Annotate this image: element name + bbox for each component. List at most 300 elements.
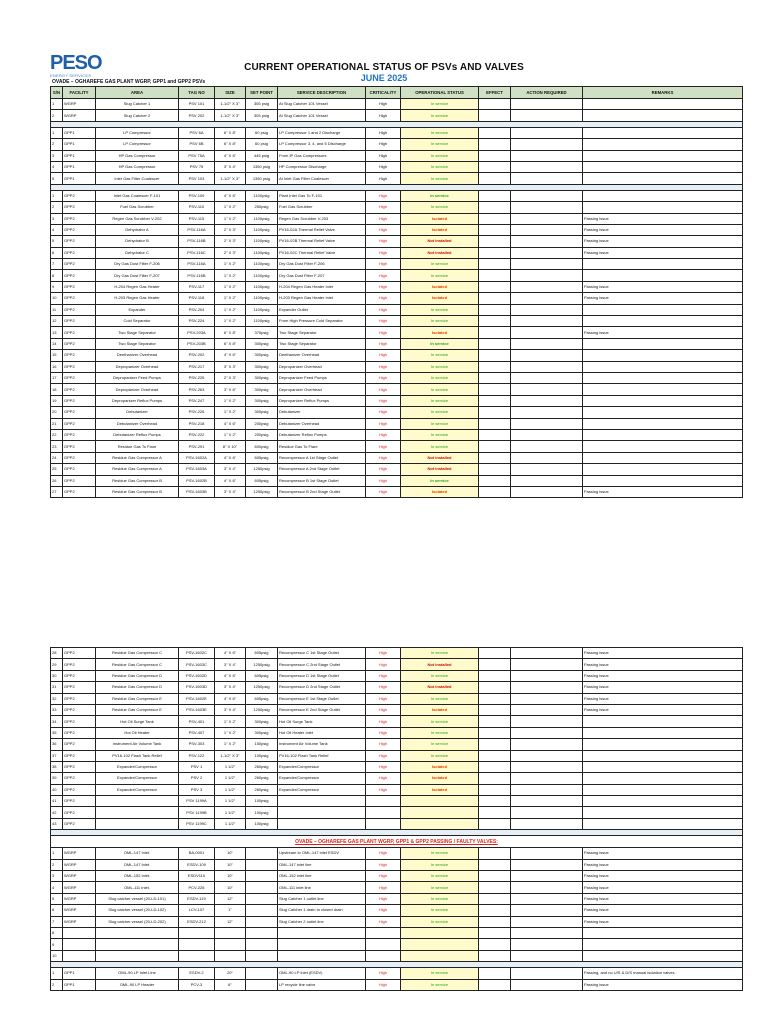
cell-criticality: High	[366, 99, 401, 110]
cell-action-required	[511, 384, 583, 395]
cell-size: 12"	[215, 916, 246, 927]
cell-effect	[479, 372, 511, 383]
cell-service-description: At Slug Catcher 101 Vessel	[278, 110, 366, 121]
cell-sn: 31	[51, 682, 63, 693]
cell-remarks	[583, 727, 743, 738]
cell-facility: GPP2	[63, 407, 96, 418]
cell-set-point: 300psig	[246, 395, 278, 406]
cell-criticality: High	[366, 848, 401, 859]
cell-remarks	[583, 818, 743, 829]
cell-tag-no: PSV 1199A	[179, 796, 215, 807]
cell-action-required	[511, 418, 583, 429]
cell-effect	[479, 384, 511, 395]
cell-size: 1" X 2"	[215, 202, 246, 213]
cell-service-description: OML-152 inlet line	[278, 871, 366, 882]
cell-set-point: 1250psig	[246, 464, 278, 475]
cell-facility: GPP1	[63, 968, 96, 979]
cell-facility: GPP2	[63, 361, 96, 372]
cell-size: 1" X 2"	[215, 395, 246, 406]
cell-effect	[479, 648, 511, 659]
cell-action-required	[511, 761, 583, 772]
cell-criticality: High	[366, 979, 401, 990]
cell-action-required	[511, 161, 583, 172]
cell-operational-status: Isolated	[401, 327, 479, 338]
cell-effect	[479, 110, 511, 121]
cell-action-required	[511, 236, 583, 247]
cell-set-point: 1100psig	[246, 304, 278, 315]
cell-size: 2" X 3"	[215, 224, 246, 235]
cell-facility: WGRP	[63, 882, 96, 893]
cell-operational-status: In service	[401, 173, 479, 184]
cell-remarks: Passing issue	[583, 648, 743, 659]
cell-set-point	[246, 893, 278, 904]
cell-sn: 3	[51, 150, 63, 161]
column-header-sn: S/N	[51, 87, 63, 99]
cell-remarks	[583, 407, 743, 418]
cell-tag-no: LCV-107	[179, 905, 215, 916]
cell-action-required	[511, 395, 583, 406]
column-header-area: AREA	[96, 87, 179, 99]
column-header-operational-status: OPERATIONAL STATUS	[401, 87, 479, 99]
cell-set-point: 150psig	[246, 739, 278, 750]
table-header-row	[51, 87, 743, 99]
cell-size: 12"	[215, 893, 246, 904]
cell-criticality	[366, 818, 401, 829]
cell-tag-no	[179, 950, 215, 961]
cell-sn: 1	[51, 99, 63, 110]
cell-facility: GPP2	[63, 452, 96, 463]
table-row	[51, 247, 743, 258]
cell-area: Residue Gas Compressor E	[96, 704, 179, 715]
cell-size: 6" X 8"	[215, 139, 246, 150]
cell-effect	[479, 950, 511, 961]
table-row	[51, 893, 743, 904]
cell-action-required	[511, 127, 583, 138]
cell-sn: 39	[51, 773, 63, 784]
cell-area: Residue Gas Compressor E	[96, 693, 179, 704]
cell-operational-status: In service	[401, 372, 479, 383]
table-row	[51, 224, 743, 235]
cell-size: 4" X 6"	[215, 190, 246, 201]
cell-remarks	[583, 939, 743, 950]
cell-service-description: Hot Oil Heater Inlet	[278, 727, 366, 738]
faulty-valves-section-title-row	[51, 836, 743, 848]
cell-facility: WGRP	[63, 905, 96, 916]
cell-set-point	[246, 848, 278, 859]
cell-service-description: From IP Gas Compressors	[278, 150, 366, 161]
cell-remarks: Passing issue	[583, 486, 743, 497]
cell-tag-no: ESDV-212	[179, 916, 215, 927]
cell-tag-no: PSV-1603A	[179, 464, 215, 475]
cell-sn: 10	[51, 293, 63, 304]
cell-remarks: Passing issue	[583, 979, 743, 990]
cell-service-description: Expander/Compressor	[278, 773, 366, 784]
cell-area: OML-90 LP Header	[96, 979, 179, 990]
cell-service-description: Plant Inlet Gas To F-101	[278, 190, 366, 201]
cell-remarks: Passing issue	[583, 871, 743, 882]
cell-area: Residue Gas Compressor A	[96, 452, 179, 463]
cell-criticality: High	[366, 224, 401, 235]
cell-sn: 1	[51, 848, 63, 859]
cell-set-point: 1350 psig	[246, 173, 278, 184]
cell-sn: 22	[51, 429, 63, 440]
table-row	[51, 150, 743, 161]
cell-service-description: Slug Catcher 2 outlet line	[278, 916, 366, 927]
cell-remarks	[583, 372, 743, 383]
cell-effect	[479, 441, 511, 452]
cell-effect	[479, 871, 511, 882]
cell-tag-no: PSV-118	[179, 293, 215, 304]
cell-action-required	[511, 704, 583, 715]
cell-operational-status: In service	[401, 350, 479, 361]
cell-facility: GPP1	[63, 161, 96, 172]
cell-tag-no: PSV-116A	[179, 224, 215, 235]
cell-effect	[479, 761, 511, 772]
cell-service-description: Two Stage Separator	[278, 338, 366, 349]
cell-sn: 5	[51, 893, 63, 904]
cell-area: Slug catcher vessel (20-LD-101)	[96, 893, 179, 904]
cell-sn: 2	[51, 859, 63, 870]
cell-effect	[479, 99, 511, 110]
cell-area: OML-147 Inlet.	[96, 859, 179, 870]
cell-size: 1" X 2"	[215, 316, 246, 327]
cell-sn: 1	[51, 127, 63, 138]
cell-effect	[479, 475, 511, 486]
cell-operational-status	[401, 950, 479, 961]
cell-remarks: Passing issue	[583, 213, 743, 224]
cell-action-required	[511, 905, 583, 916]
cell-tag-no: PSV-116B	[179, 270, 215, 281]
table-row	[51, 236, 743, 247]
cell-facility: GPP2	[63, 486, 96, 497]
cell-area: Hot Oil Surge Tank	[96, 716, 179, 727]
cell-operational-status: In service	[401, 361, 479, 372]
cell-area: Residue Gas Compressor A	[96, 464, 179, 475]
cell-action-required	[511, 486, 583, 497]
cell-criticality: High	[366, 452, 401, 463]
cell-area: Expander/Compressor	[96, 761, 179, 772]
cell-action-required	[511, 739, 583, 750]
cell-facility: GPP2	[63, 270, 96, 281]
cell-effect	[479, 202, 511, 213]
cell-tag-no: PSV 2	[179, 773, 215, 784]
cell-tag-no: PSV 103	[179, 173, 215, 184]
cell-sn: 42	[51, 807, 63, 818]
cell-operational-status: In service	[401, 316, 479, 327]
table-row	[51, 350, 743, 361]
cell-facility: GPP2	[63, 441, 96, 452]
cell-set-point: 445 psig	[246, 150, 278, 161]
cell-tag-no: PSV-263	[179, 384, 215, 395]
cell-size: 3" X 4"	[215, 682, 246, 693]
table-row	[51, 293, 743, 304]
cell-operational-status: In service	[401, 859, 479, 870]
cell-remarks	[583, 270, 743, 281]
cell-service-description: Deethanizer Overhead	[278, 350, 366, 361]
cell-sn: 7	[51, 259, 63, 270]
cell-remarks	[583, 161, 743, 172]
cell-service-description: OML-90 LP inlet (ESDV)	[278, 968, 366, 979]
cell-area: Residue Gas Compressor C	[96, 659, 179, 670]
cell-area	[96, 796, 179, 807]
cell-area: Residue Gas Compressor C	[96, 648, 179, 659]
cell-action-required	[511, 773, 583, 784]
cell-sn: 23	[51, 441, 63, 452]
cell-operational-status: In service	[401, 441, 479, 452]
cell-tag-no: PSV-116B	[179, 236, 215, 247]
cell-sn: 29	[51, 659, 63, 670]
cell-service-description: H-203 Regen Gas Heater Inlet	[278, 293, 366, 304]
cell-remarks	[583, 418, 743, 429]
cell-facility	[63, 950, 96, 961]
cell-area: Inlet Gas Filter Coalescer	[96, 173, 179, 184]
cell-tag-no: PCV-3	[179, 979, 215, 990]
cell-tag-no: PSV-218	[179, 418, 215, 429]
cell-criticality: High	[366, 716, 401, 727]
cell-set-point: 375psig	[246, 327, 278, 338]
cell-remarks	[583, 395, 743, 406]
cell-area: LP Compressor	[96, 127, 179, 138]
cell-action-required	[511, 727, 583, 738]
cell-size: 1 1/2"	[215, 784, 246, 795]
cell-service-description: Recompressor D 2nd Stage Outlet	[278, 682, 366, 693]
cell-area: OML-152 Inlet.	[96, 871, 179, 882]
cell-operational-status: In service	[401, 270, 479, 281]
cell-service-description: LP Compressor 1 and 2 Discharge	[278, 127, 366, 138]
cell-effect	[479, 327, 511, 338]
cell-set-point: 300psig	[246, 727, 278, 738]
cell-effect	[479, 429, 511, 440]
cell-set-point: 100psig	[246, 807, 278, 818]
cell-action-required	[511, 784, 583, 795]
cell-effect	[479, 939, 511, 950]
cell-facility: GPP2	[63, 327, 96, 338]
cell-service-description: Recompressor C 2nd Stage Outlet	[278, 659, 366, 670]
cell-sn: 8	[51, 270, 63, 281]
cell-area: Slug Catcher 1	[96, 99, 179, 110]
cell-area: Dehydrator C	[96, 247, 179, 258]
cell-facility: GPP2	[63, 693, 96, 704]
cell-remarks	[583, 350, 743, 361]
cell-facility: GPP2	[63, 418, 96, 429]
cell-set-point: 300psig	[246, 372, 278, 383]
cell-effect	[479, 361, 511, 372]
cell-size: 6" X 8"	[215, 338, 246, 349]
cell-criticality: High	[366, 464, 401, 475]
cell-criticality: High	[366, 882, 401, 893]
cell-effect	[479, 224, 511, 235]
cell-area	[96, 927, 179, 938]
cell-action-required	[511, 452, 583, 463]
cell-effect	[479, 139, 511, 150]
cell-operational-status: Isolated	[401, 281, 479, 292]
cell-tag-no: ESDV-109	[179, 859, 215, 870]
cell-operational-status: Not installed	[401, 452, 479, 463]
cell-size: 8" X 10"	[215, 441, 246, 452]
cell-remarks: Passing issue	[583, 236, 743, 247]
cell-remarks	[583, 750, 743, 761]
cell-sn: 16	[51, 361, 63, 372]
cell-sn: 4	[51, 882, 63, 893]
cell-facility: GPP2	[63, 259, 96, 270]
cell-size: 1" X 2"	[215, 716, 246, 727]
cell-criticality: High	[366, 384, 401, 395]
cell-effect	[479, 293, 511, 304]
table-row	[51, 979, 743, 990]
cell-operational-status: Isolated	[401, 293, 479, 304]
cell-criticality: High	[366, 648, 401, 659]
cell-tag-no: PSV-401	[179, 716, 215, 727]
cell-criticality: High	[366, 750, 401, 761]
cell-tag-no: PSV-203A	[179, 327, 215, 338]
cell-size: 1" X 2"	[215, 727, 246, 738]
cell-remarks	[583, 173, 743, 184]
cell-tag-no: PSV-224	[179, 316, 215, 327]
cell-set-point	[246, 950, 278, 961]
table-row	[51, 429, 743, 440]
cell-size: 4" X 6"	[215, 350, 246, 361]
cell-remarks	[583, 338, 743, 349]
cell-size: 10"	[215, 871, 246, 882]
cell-sn: 4	[51, 161, 63, 172]
cell-size: 10"	[215, 882, 246, 893]
cell-criticality: High	[366, 293, 401, 304]
cell-sn: 5	[51, 236, 63, 247]
cell-facility: WGRP	[63, 110, 96, 121]
cell-criticality: High	[366, 161, 401, 172]
cell-operational-status: In service	[401, 110, 479, 121]
cell-sn: 10	[51, 950, 63, 961]
cell-area: Dehydrator B	[96, 236, 179, 247]
cell-effect	[479, 916, 511, 927]
cell-remarks: Passing issue	[583, 670, 743, 681]
cell-size: 1" X 2"	[215, 739, 246, 750]
cell-area: Instrument Air Volume Tank	[96, 739, 179, 750]
table-row	[51, 202, 743, 213]
cell-tag-no: PCV-226	[179, 882, 215, 893]
cell-effect	[479, 464, 511, 475]
cell-criticality: High	[366, 418, 401, 429]
cell-tag-no: ESDV110	[179, 871, 215, 882]
cell-set-point: 1250psig	[246, 704, 278, 715]
cell-facility: GPP2	[63, 213, 96, 224]
cell-tag-no: PSV-115	[179, 213, 215, 224]
cell-service-description: Residue Gas To Flare	[278, 441, 366, 452]
cell-remarks: Passing issue	[583, 327, 743, 338]
cell-set-point: 300psig	[246, 350, 278, 361]
cell-service-description: PV16-02C Thermal Relief Valve	[278, 247, 366, 258]
cell-effect	[479, 270, 511, 281]
cell-service-description: Recompressor C 1st Stage Outlet	[278, 648, 366, 659]
cell-sn: 3	[51, 871, 63, 882]
cell-effect	[479, 670, 511, 681]
cell-criticality: High	[366, 893, 401, 904]
cell-area: Debutanizer Reflux Pumps	[96, 429, 179, 440]
cell-remarks: Passing issue	[583, 247, 743, 258]
cell-facility: GPP1	[63, 173, 96, 184]
cell-action-required	[511, 818, 583, 829]
cell-criticality: High	[366, 761, 401, 772]
cell-facility: GPP1	[63, 150, 96, 161]
plant-subtitle: OVADE – OGHAREFE GAS PLANT WGRP, GPP1 and GPP2 PSVs	[52, 79, 206, 85]
cell-effect	[479, 979, 511, 990]
table-row	[51, 682, 743, 693]
cell-sn: 9	[51, 939, 63, 950]
cell-operational-status: In service	[401, 882, 479, 893]
cell-service-description	[278, 927, 366, 938]
cell-size: 1"	[215, 905, 246, 916]
cell-size: 4" X 6"	[215, 452, 246, 463]
cell-sn: 18	[51, 384, 63, 395]
cell-remarks	[583, 927, 743, 938]
cell-facility: GPP2	[63, 384, 96, 395]
cell-sn: 38	[51, 761, 63, 772]
cell-effect	[479, 236, 511, 247]
cell-area: Expander	[96, 304, 179, 315]
cell-operational-status	[401, 818, 479, 829]
cell-tag-no: PSV-291	[179, 441, 215, 452]
cell-remarks: Passing issue	[583, 859, 743, 870]
cell-service-description	[278, 796, 366, 807]
cell-set-point: 200psig	[246, 418, 278, 429]
table-row	[51, 648, 743, 659]
cell-area: Slug catcher vessel (20-LD-202)	[96, 916, 179, 927]
cell-service-description: Debutanizer Reflux Pumps	[278, 429, 366, 440]
cell-operational-status: In service	[401, 304, 479, 315]
cell-facility: WGRP	[63, 893, 96, 904]
cell-facility: WGRP	[63, 916, 96, 927]
cell-tag-no: PSV-110	[179, 202, 215, 213]
cell-facility: GPP2	[63, 190, 96, 201]
cell-remarks	[583, 110, 743, 121]
cell-effect	[479, 659, 511, 670]
cell-effect	[479, 750, 511, 761]
cell-operational-status: In service	[401, 648, 479, 659]
cell-action-required	[511, 893, 583, 904]
table-row	[51, 110, 743, 121]
cell-sn: 35	[51, 727, 63, 738]
cell-facility: WGRP	[63, 859, 96, 870]
cell-sn: 25	[51, 464, 63, 475]
cell-service-description: Expander/Compressor	[278, 761, 366, 772]
cell-criticality	[366, 939, 401, 950]
cell-service-description: Recompressor A 1st Stage Outlet	[278, 452, 366, 463]
cell-area: Depropanizer Reflux Pumps	[96, 395, 179, 406]
cell-area: Hot Oil Heater	[96, 727, 179, 738]
cell-facility: GPP1	[63, 139, 96, 150]
cell-size: 4" X 6"	[215, 418, 246, 429]
cell-criticality: High	[366, 304, 401, 315]
cell-remarks	[583, 259, 743, 270]
cell-sn: 33	[51, 704, 63, 715]
cell-operational-status: In service	[401, 202, 479, 213]
cell-action-required	[511, 361, 583, 372]
cell-effect	[479, 259, 511, 270]
cell-operational-status: In service	[401, 750, 479, 761]
cell-size: 1" X 2"	[215, 281, 246, 292]
table-row	[51, 475, 743, 486]
cell-facility: GPP2	[63, 247, 96, 258]
cell-tag-no: PSV-407	[179, 727, 215, 738]
cell-effect	[479, 407, 511, 418]
table-row	[51, 716, 743, 727]
cell-effect	[479, 213, 511, 224]
cell-criticality: High	[366, 395, 401, 406]
cell-service-description: Expander/Compressor	[278, 784, 366, 795]
cell-tag-no: PSV-204	[179, 304, 215, 315]
cell-tag-no: PSV 75A	[179, 150, 215, 161]
cell-size: 6" X 8"	[215, 327, 246, 338]
